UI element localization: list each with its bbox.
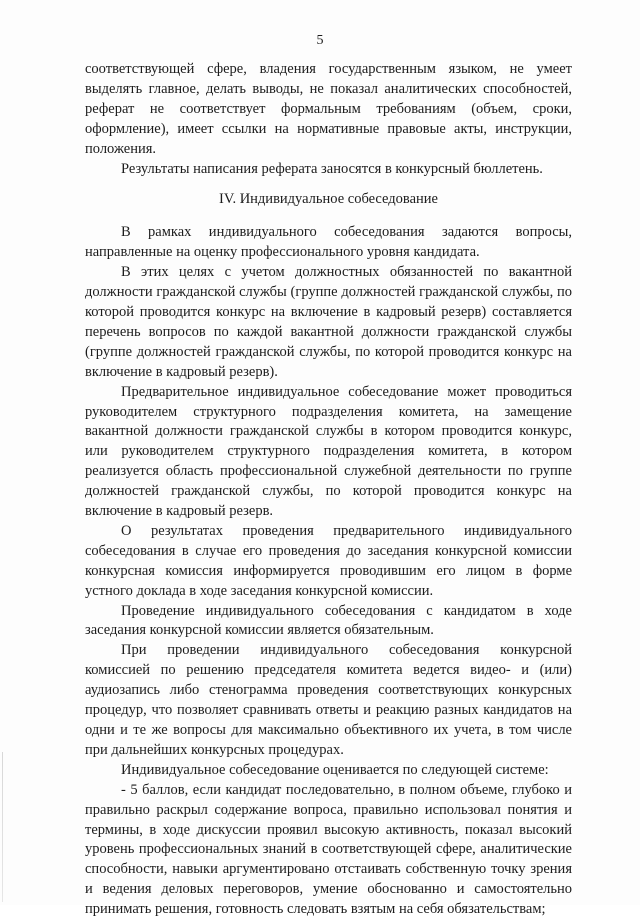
paragraph-interview-intro: В рамках индивидуального собеседования задаются вопросы, направленные на оценку профессионального уровня кандидата. xyxy=(85,224,572,261)
paragraph-scoring-system: Индивидуальное собеседование оценивается по следующей системе: xyxy=(121,761,549,778)
paragraph-continuation: соответствующей сфере, владения государственным языком, не умеет выделять главное, делать выводы, не показал аналитических способностей, реферат не соответствует формальным требованиям (объем, сроки, оформление), имеет ссылки на нормативные правовые акты, инструкции, положения. xyxy=(85,61,572,157)
paragraph-five-points: - 5 баллов, если кандидат последовательно, в полном объеме, глубоко и правильно раскрыл содержание вопроса, правильно использовал понятия и термины, в ходе дискуссии проявил высокую активность, показал высокий уровень профессиональных знаний в соответствующей сфере, аналитические способности, навыки аргументировано отстаивать собственную точку зрения и ведения деловых переговоров, умение обоснованно и самостоятельно принимать решения, готовность следовать взятым на себя обязательствам; xyxy=(85,781,572,918)
paragraph-question-list: В этих целях с учетом должностных обязанностей по вакантной должности гражданской службы (группе должностей гражданской службы, по которой проводится конкурс на включение в кадровый резерв) составляется перечень вопросов по каждой вакантной должности гражданской службы (группе должностей гражданской службы, по которой проводится конкурс на включение в кадровый резерв). xyxy=(85,264,572,380)
section-heading: IV. Индивидуальное собеседование xyxy=(219,191,438,208)
scan-edge-line xyxy=(2,752,3,902)
paragraph-preliminary-interview: Предварительное индивидуальное собеседование может проводиться руководителем структурного подразделения комитета, на замещение вакантной должности гражданской службы в котором проводится конкурс, или руководителем структурного подразделения комитета, в котором реализуется область профессиональной служебной деятельности по группе должностей гражданской службы, по которой проводится конкурс на включение в кадровый резерв. xyxy=(85,383,572,520)
document-body xyxy=(85,60,572,920)
paragraph-essay-results: Результаты написания реферата заносятся в конкурсный бюллетень. xyxy=(121,160,543,177)
paragraph-preliminary-results: О результатах проведения предварительного индивидуального собеседования в случае его проведения до заседания конкурсной комиссии конкурсная комиссия информируется проводившим его лицом в форме устного доклада в ходе заседания конкурсной комиссии. xyxy=(85,522,572,599)
paragraph-mandatory-interview: Проведение индивидуального собеседования с кандидатом в ходе заседания конкурсной комиссии является обязательным. xyxy=(85,602,572,639)
page-number: 5 xyxy=(316,33,324,48)
paragraph-recording: При проведении индивидуального собеседования конкурсной комиссией по решению председателя комитета ведется видео- и (или) аудиозапись либо стенограмма проведения соответствующих конкурсных процедур, что позволяет сравнивать ответы и реакцию разных кандидатов на одни и те же вопросы для максимально объективного их учета, в том числе при дальнейших конкурсных процедурах. xyxy=(85,642,572,758)
